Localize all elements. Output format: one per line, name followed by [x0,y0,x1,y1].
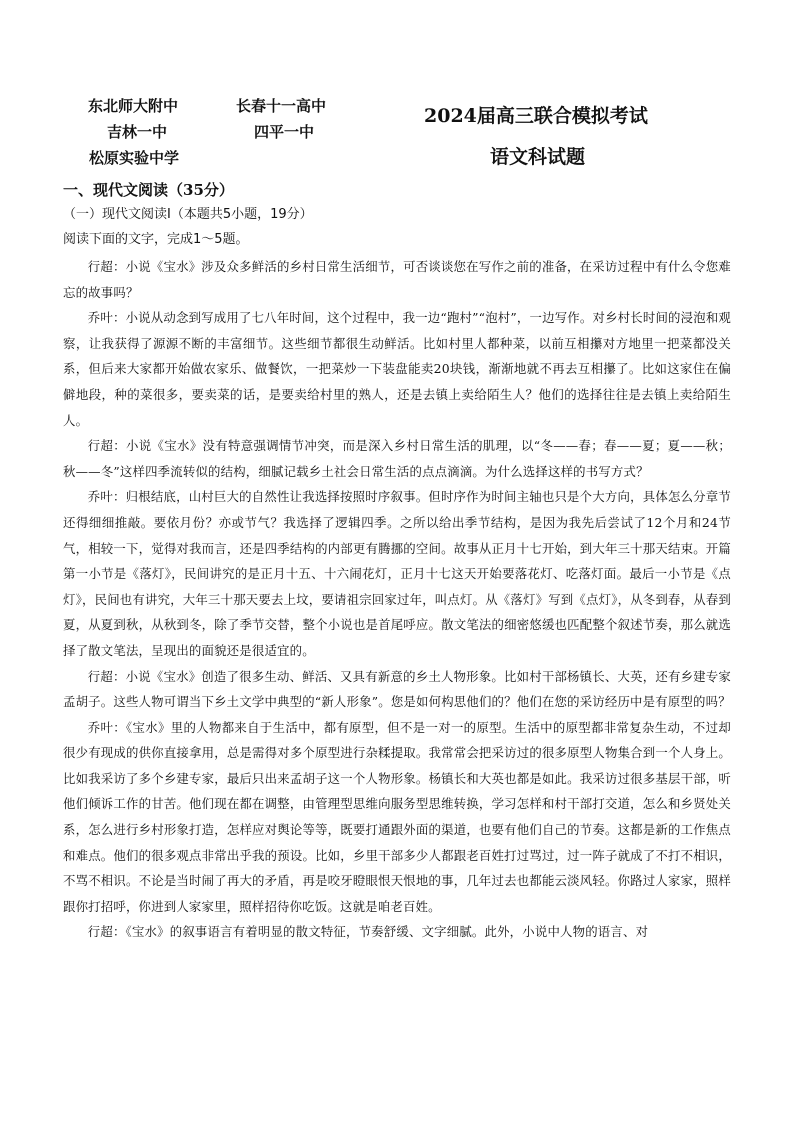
subsection-title: （一）现代文阅读Ⅰ（本题共5小题，19分） [63,207,313,222]
section-title: 一、现代文阅读（35分） [63,181,234,199]
passage-paragraph: 乔叶：《宝水》里的人物都来自于生活中，都有原型，但不是一对一的原型。生活中的原型都非常复杂生动，不过却很少有现成的供你直接拿用，总是需得对多个原型进行杂糅提取。我常常会把采访过的很多原型人物集合到一个人身上。比如我采访了多个乡建专家，最后只出来孟胡子这一个人物形象。杨镇长和大英也都是如此。我采访过很多基层干部，听他们倾诉工作的甘苦。他们现在都在调整，由管理型思维向服务型思维转换，学习怎样和村干部打交道，怎么和乡贤处关系，怎么进行乡村形象打造，怎样应对舆论等等，既要打通跟外面的渠道，也要有他们自己的节奏。这都是新的工作焦点和难点。他们的很多观点非常出乎我的预设。比如，乡里干部多少人都跟老百姓打过骂过，过一阵子就成了不打不相识，不骂不相识。不论是当时闹了再大的矛盾，再是咬牙瞪眼恨天恨地的事，几年过去也都能云淡风轻。你路过人家家，照样跟你打招呼，你进到人家家里，照样招待你吃饭。这就是咱老百姓。 [63,719,731,914]
passage-paragraph: 行超：小说《宝水》创造了很多生动、鲜活、又具有新意的乡土人物形象。比如村干部杨镇长、大英，还有乡建专家孟胡子。这些人物可谓当下乡土文学中典型的“新人形象”。您是如何构思他们的？他们在您的采访经历中是有原型的吗？ [63,668,731,710]
passage-paragraph: 乔叶：小说从动念到写成用了七八年时间，这个过程中，我一边“跑村”“泡村”，一边写作。对乡村长时间的浸泡和观察，让我获得了源源不断的丰富细节。这些细节都很生动鲜活。比如村里人都种菜，以前互相攥对方地里一把菜都没关系，但后来大家都开始做农家乐、做餐饮，一把菜炒一下装盘能卖20块钱，渐渐地就不再去互相攥了。比如这家住在偏僻地段，种的菜很多，要卖菜的话，是要卖给村里的熟人，还是去镇上卖给陌生人？他们的选择往往是去镇上卖给陌生人。 [63,310,731,428]
exam-subject: 语文科试题 [490,146,586,168]
exam-title: 2024届高三联合模拟考试 [424,105,648,127]
passage-paragraph: 行超：小说《宝水》涉及众多鲜活的乡村日常生活细节，可否谈谈您在写作之前的准备，在采访过程中有什么令您难忘的故事吗？ [63,259,731,300]
passage-body [63,254,731,945]
passage-paragraph: 乔叶：归根结底，山村巨大的自然性让我选择按照时序叙事。但时序作为时间主轴也只是个大方向，具体怎么分章节还得细细推敲。要依月份？亦或节气？我选择了逻辑四季。之所以给出季节结构，是因为我先后尝试了12个月和24节气，相较一下，觉得对我而言，还是四季结构的内部更有腾挪的空间。故事从正月十七开始，到大年三十那天结束。开篇第一小节是《落灯》，民间讲究的是正月十五、十六闹花灯，正月十七这天开始要落花灯、吃落灯面。最后一小节是《点灯》，民间也有讲究，大年三十那天要去上坟，要请祖宗回家过年，叫点灯。从《落灯》写到《点灯》，从冬到春，从春到夏，从夏到秋，从秋到冬，除了季节交替，整个小说也是首尾呼应。散文笔法的细密悠缓也匹配整个叙述节奏，那么就选择了散文笔法，呈现出的面貌还是很适宜的。 [63,489,731,658]
school-name: 四平一中 [254,123,315,141]
school-name: 松原实验中学 [89,149,180,167]
school-name: 长春十一高中 [236,97,327,115]
passage-paragraph: 行超：小说《宝水》没有特意强调情节冲突，而是深入乡村日常生活的肌理，以“冬——春；春——夏；夏——秋；秋——冬”这样四季流转似的结构，细腻记载乡土社会日常生活的点点滴滴。为什么选择这样的书写方式？ [63,438,731,479]
reading-instruction: 阅读下面的文字，完成1～5题。 [63,232,249,247]
school-name: 吉林一中 [107,123,168,141]
school-name: 东北师大附中 [88,97,179,115]
passage-paragraph: 行超：《宝水》的叙事语言有着明显的散文特征，节奏舒缓、文字细腻。此外，小说中人物的语言、对 [87,924,649,940]
